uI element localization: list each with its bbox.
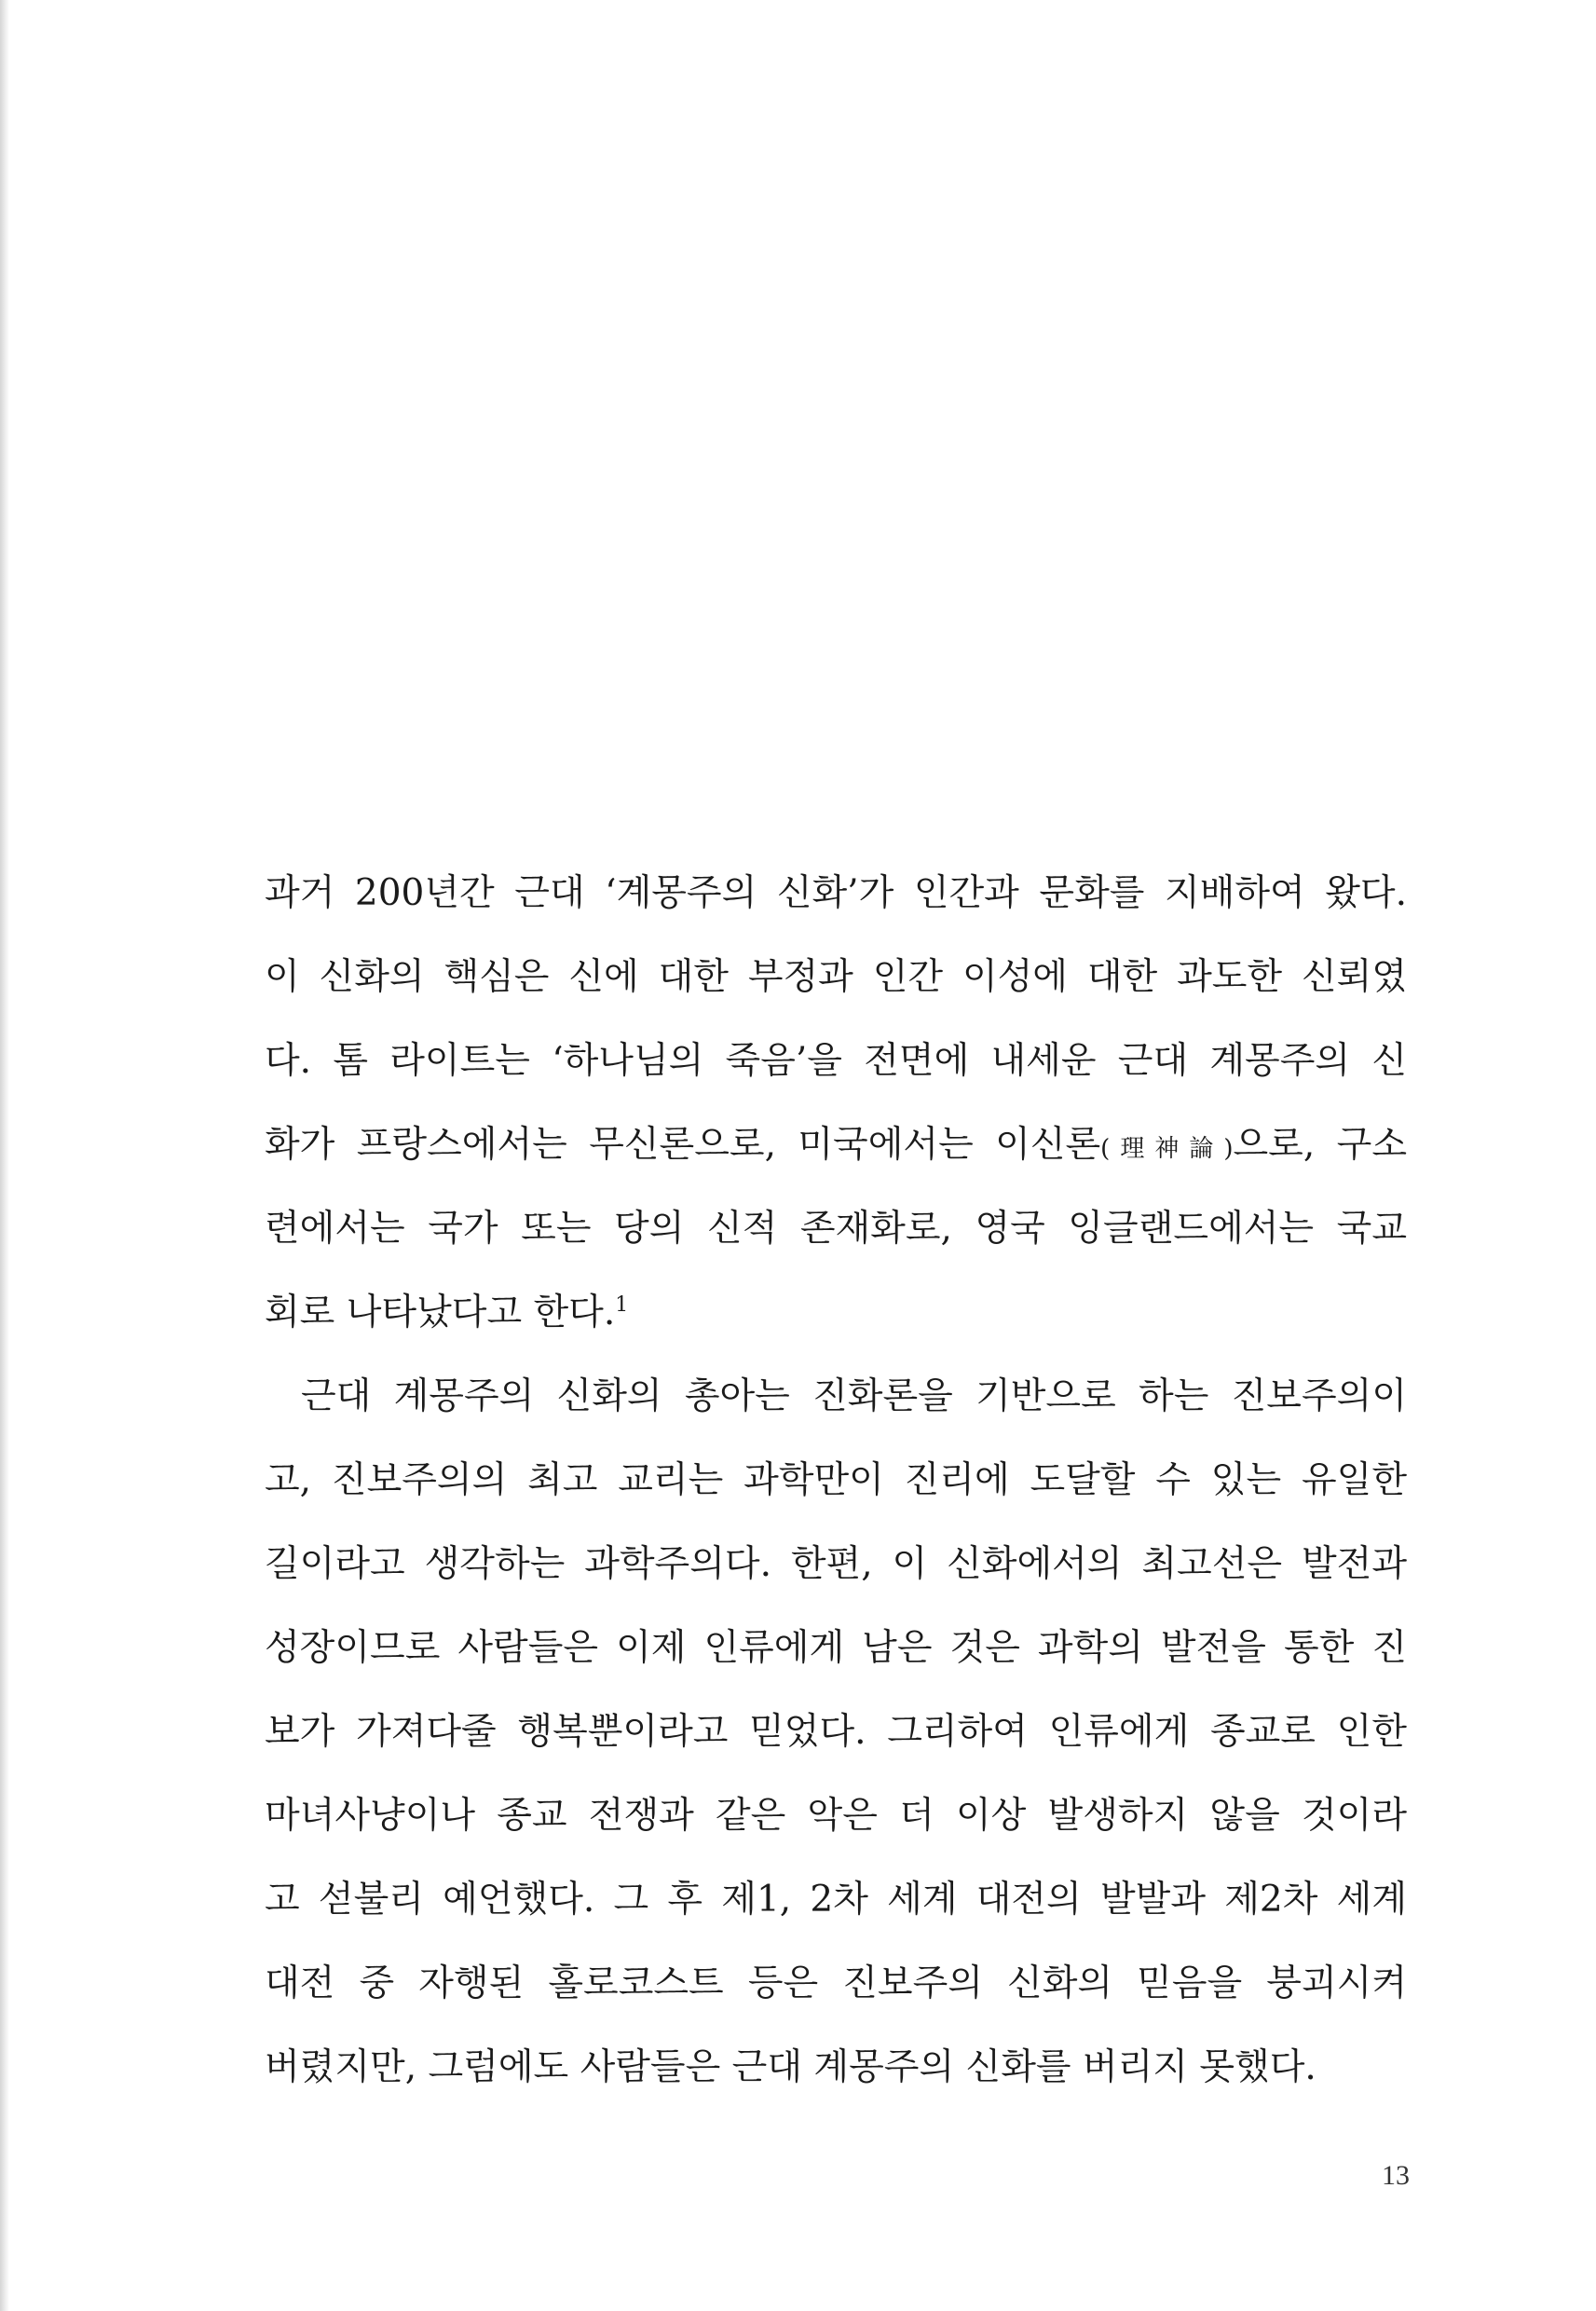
page-number: 13 [1382,2160,1410,2191]
text-line: 다. 톰 라이트는 ‘하나님의 죽음’을 전면에 내세운 근대 계몽주의 신 [265,1040,1407,1082]
text-line: 버렸지만, 그럼에도 사람들은 근대 계몽주의 신화를 버리지 못했다. [265,2046,1316,2088]
text-line [265,1103,1407,1187]
text-line: 이 신화의 핵심은 신에 대한 부정과 인간 이성에 대한 과도한 신뢰였 [265,956,1407,998]
text-segment: 으로, 구소 [1233,1124,1407,1166]
paragraph-1 [265,852,1407,1355]
hanja-annotation: (理神論) [1100,1135,1234,1163]
body-text [265,852,1407,2110]
text-line: 근대 계몽주의 신화의 총아는 진화론을 기반으로 하는 진보주의이 [301,1375,1407,1417]
text-line: 마녀사냥이나 종교 전쟁과 같은 악은 더 이상 발생하지 않을 것이라 [265,1795,1407,1837]
page-left-edge-shadow [0,0,9,2311]
text-line: 고, 진보주의의 최고 교리는 과학만이 진리에 도달할 수 있는 유일한 [265,1459,1407,1501]
text-line: 길이라고 생각하는 과학주의다. 한편, 이 신화에서의 최고선은 발전과 [265,1543,1407,1585]
text-line: 과거 200년간 근대 ‘계몽주의 신화’가 인간과 문화를 지배하여 왔다. [265,872,1407,914]
footnote-reference[interactable]: 1 [615,1293,629,1317]
text-segment: 화가 프랑스에서는 무신론으로, 미국에서는 이신론 [265,1124,1101,1166]
text-line: 성장이므로 사람들은 이제 인류에게 남은 것은 과학의 발전을 통한 진 [265,1627,1407,1669]
text-line: 보가 가져다줄 행복뿐이라고 믿었다. 그리하여 인류에게 종교로 인한 [265,1711,1407,1753]
text-line [265,1271,1407,1355]
text-line: 고 섣불리 예언했다. 그 후 제1, 2차 세계 대전의 발발과 제2차 세계 [265,1879,1407,1921]
paragraph-2 [265,1355,1407,2110]
text-line: 대전 중 자행된 홀로코스트 등은 진보주의 신화의 믿음을 붕괴시켜 [265,1962,1407,2004]
text-line: 련에서는 국가 또는 당의 신적 존재화로, 영국 잉글랜드에서는 국교 [265,1208,1407,1250]
text-segment: 회로 나타났다고 한다. [265,1292,616,1333]
